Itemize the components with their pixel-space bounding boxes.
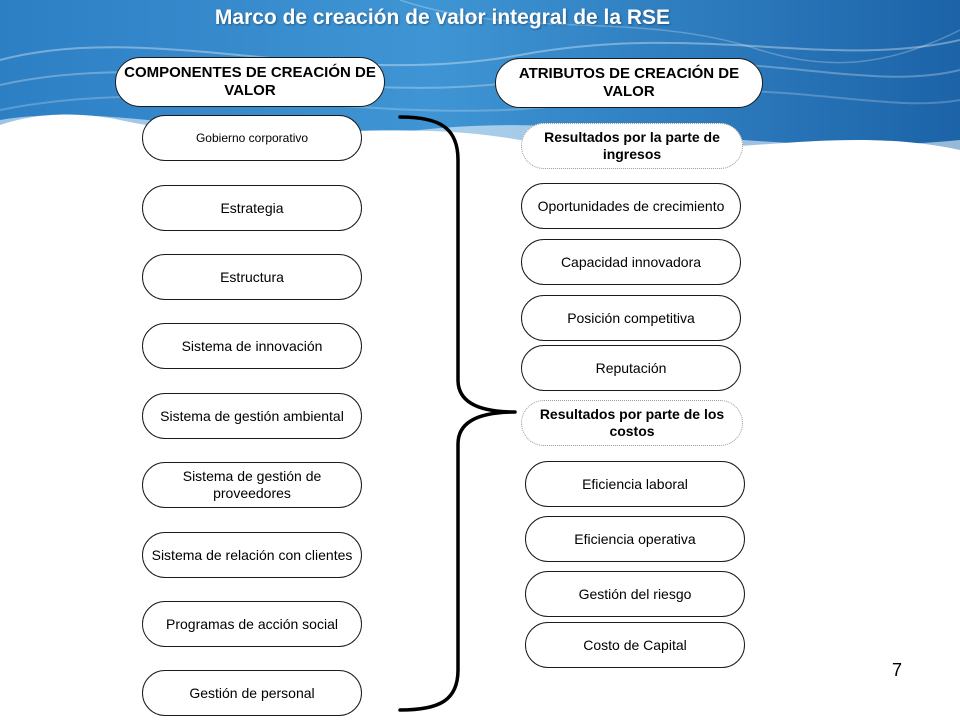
section-label: Resultados por parte de los costos bbox=[539, 406, 725, 439]
component-label: Gestión de personal bbox=[189, 684, 315, 701]
component-label: Programas de acción social bbox=[166, 615, 338, 632]
component-label: Gobierno corporativo bbox=[195, 130, 309, 145]
left-column-header-text: COMPONENTES DE CREACIÓN DE VALOR bbox=[124, 64, 376, 99]
component-label: Sistema de innovación bbox=[181, 337, 323, 354]
component-label: Sistema de relación con clientes bbox=[151, 546, 353, 563]
section-label: Resultados por la parte de ingresos bbox=[544, 129, 720, 162]
component-label: Sistema de gestión ambiental bbox=[160, 407, 344, 424]
attribute-label: Costo de Capital bbox=[583, 636, 687, 653]
attribute-label: Posición competitiva bbox=[567, 309, 695, 326]
component-label: Sistema de gestión de proveedores bbox=[182, 468, 322, 501]
attribute-label: Oportunidades de crecimiento bbox=[537, 197, 725, 214]
attribute-label: Reputación bbox=[595, 359, 667, 376]
component-label: Estructura bbox=[220, 268, 284, 285]
slide-title: Marco de creación de valor integral de la RSE bbox=[214, 6, 671, 29]
attribute-label: Capacidad innovadora bbox=[560, 253, 702, 270]
right-column-header-text: ATRIBUTOS DE CREACIÓN DE VALOR bbox=[518, 65, 740, 100]
component-label: Estrategia bbox=[220, 199, 284, 216]
page-number: 7 bbox=[891, 660, 902, 680]
attribute-label: Eficiencia operativa bbox=[574, 530, 696, 547]
attribute-label: Eficiencia laboral bbox=[582, 475, 688, 492]
attribute-label: Gestión del riesgo bbox=[578, 585, 692, 602]
